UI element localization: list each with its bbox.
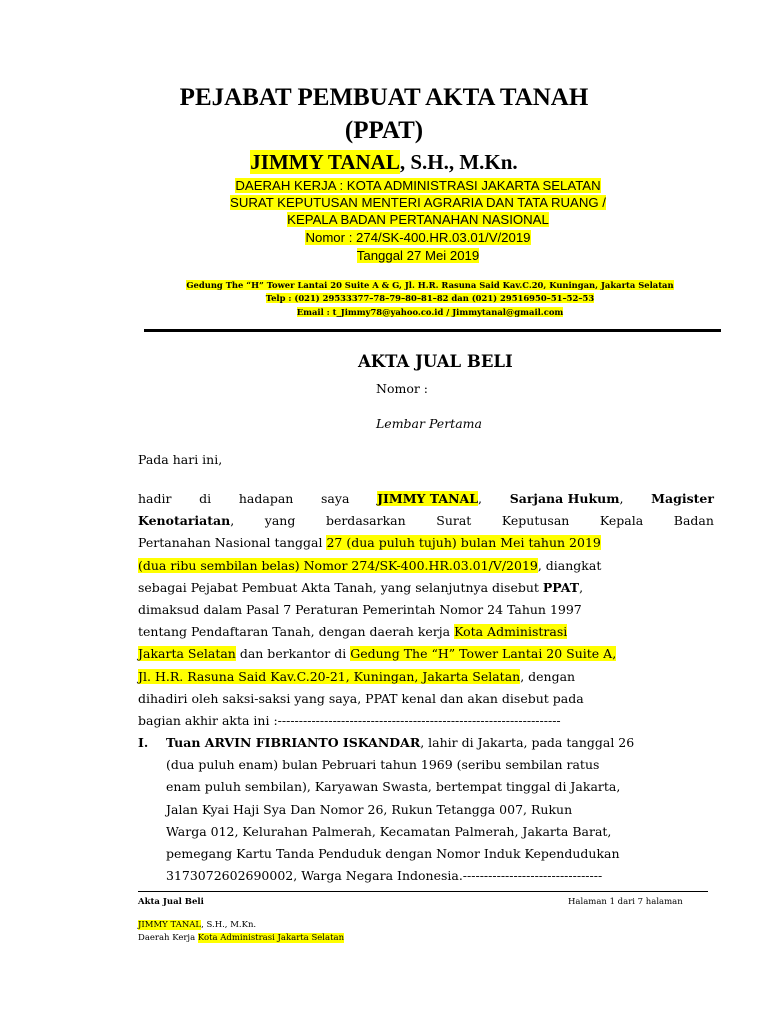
word: di xyxy=(199,491,212,506)
footer-page-info: Halaman 1 dari 7 halaman xyxy=(568,897,683,907)
body-line-8 xyxy=(138,643,714,665)
office-phone-text: Telp : (021) 29533377–78–79–80–81–82 dan (021) 29516950–51–52–53 xyxy=(265,293,595,303)
degree-law: Sarjana Hukum xyxy=(509,491,620,506)
decree-number xyxy=(0,230,768,246)
text: tentang Pendaftaran Tanah, dengan daerah kerja xyxy=(138,624,455,640)
decree-line1 xyxy=(0,195,768,211)
comma: , xyxy=(230,513,235,529)
word: yang xyxy=(264,513,296,529)
footer-area-value: Kota Administrasi Jakarta Selatan xyxy=(197,933,345,943)
footer-doc-name: Akta Jual Beli xyxy=(138,897,204,907)
office-address-highlight: Jl. H.R. Rasuna Said Kav.C.20-21, Kuningan, Jakarta Selatan xyxy=(138,668,521,684)
body-line-7 xyxy=(138,621,714,643)
party-line-7: 3173072602690002, Warga Negara Indonesia.--------------------------------- xyxy=(166,868,603,884)
body-line-2 xyxy=(138,510,714,532)
comma: , xyxy=(619,491,624,506)
text: dan berkantor di xyxy=(235,646,351,662)
office-address-text: Gedung The “H” Tower Lantai 20 Suite A & G, Jl. H.R. Rasuna Said Kav.C.20, Kuningan, Jakarta Selatan xyxy=(186,280,674,290)
party-numeral: I. xyxy=(138,735,149,750)
text: sebagai Pejabat Pembuat Akta Tanah, yang selanjutnya disebut xyxy=(138,579,543,595)
decree-line2 xyxy=(0,212,768,228)
footer-official xyxy=(138,920,256,930)
office-email xyxy=(0,306,768,319)
decree-line1-text: SURAT KEPUTUSAN MENTERI AGRARIA DAN TATA RUANG / xyxy=(230,195,606,210)
comma: , xyxy=(478,491,483,506)
decree-number-text: Nomor : 274/SK-400.HR.03.01/V/2019 xyxy=(305,230,531,245)
office-highlight: Gedung The “H” Tower Lantai 20 Suite A, xyxy=(350,646,617,662)
body-line-6: dimaksud dalam Pasal 7 Peraturan Pemerintah Nomor 24 Tahun 1997 xyxy=(138,601,582,617)
degree-master: Magister xyxy=(651,491,714,506)
work-area-highlight: Jakarta Selatan xyxy=(138,646,236,662)
appearance-paragraph xyxy=(138,488,714,732)
official-name-line xyxy=(0,150,768,175)
sheet-label: Lembar Pertama xyxy=(376,416,482,431)
body-line-9 xyxy=(138,666,714,688)
word: Surat xyxy=(436,513,472,529)
party-one-block xyxy=(166,732,714,887)
deed-number-label: Nomor : xyxy=(376,381,429,396)
decree-date xyxy=(0,248,768,264)
body-line-4 xyxy=(138,555,714,577)
body-line-5 xyxy=(138,577,714,599)
footer-work-area xyxy=(138,933,344,943)
decree-number-highlight: (dua ribu sembilan belas) Nomor 274/SK-400.HR.03.01/V/2019 xyxy=(138,557,538,573)
footer-area-label: Daerah Kerja xyxy=(138,933,198,943)
party-line-1 xyxy=(166,732,714,754)
work-area-line xyxy=(0,178,768,194)
degree-notary: Kenotariatan xyxy=(138,513,231,529)
office-title-line1: PEJABAT PEMBUAT AKTA TANAH xyxy=(179,84,589,111)
ppat-bold: PPAT xyxy=(542,579,580,595)
body-line-3 xyxy=(138,532,714,554)
text: , dengan xyxy=(520,668,576,684)
letterhead-divider xyxy=(144,329,721,332)
word: Badan xyxy=(673,513,714,529)
footer-divider xyxy=(138,891,708,892)
text: , lahir di Jakarta, pada tanggal 26 xyxy=(420,735,635,750)
work-area-highlight: Kota Administrasi xyxy=(454,624,568,640)
decree-date-text: Tanggal 27 Mei 2019 xyxy=(356,248,480,263)
party-name: Tuan ARVIN FIBRIANTO ISKANDAR xyxy=(166,735,421,750)
official-name: JIMMY TANAL xyxy=(250,150,400,174)
word: Keputusan xyxy=(501,513,570,529)
word: berdasarkan xyxy=(325,513,406,529)
official-name-bold: JIMMY TANAL xyxy=(377,491,479,506)
party-line-4: Jalan Kyai Haji Sya Dan Nomor 26, Rukun Tetangga 007, Rukun xyxy=(166,801,573,817)
text: , diangkat xyxy=(537,557,602,573)
party-line-5: Warga 012, Kelurahan Palmerah, Kecamatan Palmerah, Jakarta Barat, xyxy=(166,823,612,839)
party-line-2: (dua puluh enam) bulan Pebruari tahun 1969 (seribu sembilan ratus xyxy=(166,757,600,773)
party-line-6: pemegang Kartu Tanda Penduduk dengan Nomor Induk Kependudukan xyxy=(166,845,620,861)
official-titles: , S.H., M.Kn. xyxy=(399,150,518,174)
work-area: DAERAH KERJA : KOTA ADMINISTRASI JAKARTA SELATAN xyxy=(235,178,601,193)
body-line-1 xyxy=(138,488,714,510)
office-title-line2: (PPAT) xyxy=(344,117,424,144)
office-email-text: Email : t_Jimmy78@yahoo.co.id / Jimmytanal@gmail.com xyxy=(296,307,564,317)
text: Pertanahan Nasional tanggal xyxy=(138,535,327,551)
word: hadapan xyxy=(238,491,294,506)
body-line-11: bagian akhir akta ini :------------------------------------------------------------------- xyxy=(138,712,561,728)
footer-official-titles: , S.H., M.Kn. xyxy=(201,920,257,930)
decree-line2-text: KEPALA BADAN PERTANAHAN NASIONAL xyxy=(287,212,549,227)
party-line-3: enam puluh sembilan), Karyawan Swasta, bertempat tinggal di Jakarta, xyxy=(166,779,621,795)
body-line-10: dihadiri oleh saksi-saksi yang saya, PPAT kenal dan akan disebut pada xyxy=(138,690,584,706)
word: saya xyxy=(321,491,350,506)
deed-title: AKTA JUAL BELI xyxy=(358,352,513,371)
office-address xyxy=(0,279,768,292)
footer-official-name: JIMMY TANAL xyxy=(138,920,202,930)
decree-date-highlight: 27 (dua puluh tujuh) bulan Mei tahun 2019 xyxy=(326,535,601,551)
word: Kepala xyxy=(599,513,644,529)
office-phone xyxy=(0,292,768,305)
opening-phrase: Pada hari ini, xyxy=(138,452,223,467)
comma: , xyxy=(579,579,584,595)
word: hadir xyxy=(138,491,172,506)
